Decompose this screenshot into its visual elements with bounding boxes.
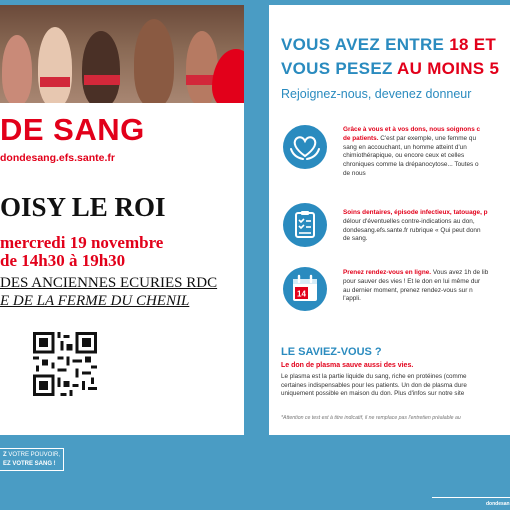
- event-city: OISY LE ROI: [0, 192, 166, 222]
- heading-weight-accent: AU MOINS 5: [397, 59, 500, 78]
- info-text: C'est par exemple, une femme qu: [378, 134, 476, 142]
- event-street: E DE LA FERME DU CHENIL: [0, 293, 190, 309]
- slogan-bold: Z: [3, 452, 7, 458]
- did-you-know-title: LE SAVIEZ-VOUS ?: [281, 346, 382, 358]
- join-tagline: Rejoignez-nous, devenez donneur: [281, 87, 472, 101]
- info-text: de sang.: [343, 235, 368, 243]
- slogan-line-1: VOTRE POUVOIR,: [6, 452, 61, 458]
- website-link[interactable]: dondesang.efs.sante.fr: [0, 152, 115, 164]
- info-highlight: Grâce à vous et à vos dons, nous soignons c: [343, 126, 481, 133]
- eligibility-heading-line-2: [281, 59, 499, 79]
- heart-hands-icon: [283, 125, 327, 169]
- info-text: au dernier moment, prenez rendez-vous sur n: [343, 286, 473, 294]
- red-scarf: [40, 77, 70, 87]
- heading-age-accent: 18 ET: [449, 35, 497, 54]
- donors-photo: [0, 5, 244, 103]
- did-you-know-body: [281, 373, 510, 399]
- did-you-know-line: uniquement possible en maison du don. Plus d'infos sur notre site: [281, 390, 465, 397]
- heading-text: VOUS PESEZ: [281, 59, 398, 78]
- info-text: pour sauver des vies ! Et le don en lui même dur: [343, 277, 481, 285]
- event-venue: DES ANCIENNES ECURIES RDC: [0, 275, 218, 291]
- campaign-slogan: [0, 448, 64, 471]
- heading-text: VOUS AVEZ ENTRE: [281, 35, 450, 54]
- person-figure: [2, 35, 32, 103]
- did-you-know-line: certaines indispensables pour les patients. Un don de plasma dure: [281, 381, 467, 389]
- poster-title: DE SANG: [0, 112, 145, 147]
- info-highlight: de patients.: [343, 134, 379, 142]
- info-text: Vous avez 1h de lib: [431, 269, 489, 276]
- qr-code-icon[interactable]: [33, 332, 97, 396]
- info-text: chimiothérapique, ou encore ceux et celles: [343, 152, 465, 160]
- poster-left-panel: [0, 5, 244, 435]
- eligibility-heading-line-1: [281, 35, 496, 55]
- did-you-know-subtitle: Le don de plasma sauve aussi des vies.: [281, 362, 414, 369]
- info-highlight: Soins dentaires, épisode infectieux, tatouage, p: [343, 209, 488, 216]
- footer-website: dondesan: [486, 501, 510, 507]
- event-hours: de 14h30 à 19h30: [0, 251, 126, 270]
- footer-divider: [432, 497, 510, 498]
- event-date: mercredi 19 novembre: [0, 233, 164, 252]
- info-text: chroniques comme la drépanocytose... Toutes o: [343, 161, 479, 169]
- info-block-contraindications: [343, 209, 510, 244]
- info-text: de nous: [343, 169, 366, 177]
- disclaimer-note: *Attention ce test est à titre indicatif, il ne remplace pas l'entretien préalable au: [281, 415, 461, 421]
- info-text: l'appli.: [343, 295, 361, 303]
- red-scarf: [84, 75, 120, 85]
- calendar-icon: [283, 267, 327, 311]
- person-figure: [38, 27, 72, 103]
- slogan-line-2: EZ VOTRE SANG !: [3, 461, 56, 467]
- checklist-icon: [283, 203, 327, 247]
- info-block-appointment: [343, 269, 510, 304]
- info-text: sang en accouchant, un homme atteint d'un: [343, 143, 467, 151]
- info-text: délour d'éventuelles contre-indications au don,: [343, 217, 475, 225]
- info-block-patients: [343, 126, 510, 179]
- calendar-number: 14: [297, 289, 306, 299]
- person-figure: [134, 19, 174, 103]
- info-highlight: Prenez rendez-vous en ligne.: [343, 269, 432, 276]
- info-text: dondesang.efs.sante.fr rubrique « Qui peut donn: [343, 226, 481, 234]
- poster-right-panel: [269, 5, 510, 435]
- did-you-know-line: Le plasma est la partie liquide du sang, riche en protéines (comme: [281, 373, 467, 380]
- person-figure: [82, 31, 120, 103]
